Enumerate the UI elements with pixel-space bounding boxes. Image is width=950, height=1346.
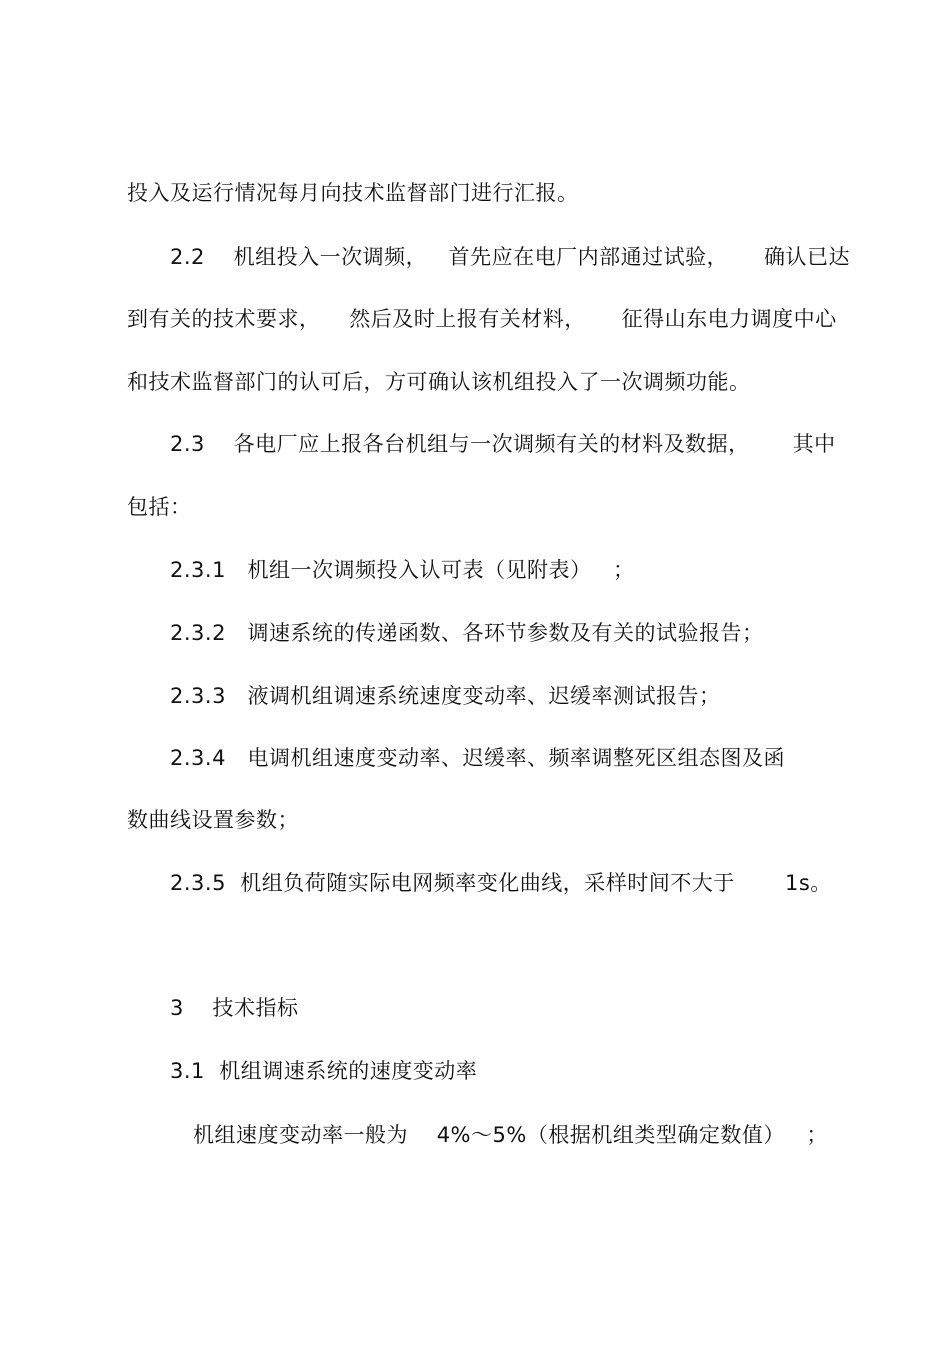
paragraph-line: 投入及运行情况每月向技术监督部门进行汇报。 [127, 181, 579, 205]
subsection-heading: 3.1 机组调速系统的速度变动率 [170, 1059, 478, 1083]
paragraph-line: 和技术监督部门的认可后，方可确认该机组投入了一次调频功能。 [127, 370, 751, 394]
paragraph-line: 2.2 机组投入一次调频， 首先应在电厂内部通过试验， 确认已达 [170, 245, 850, 269]
paragraph-line: 2.3 各电厂应上报各台机组与一次调频有关的材料及数据， 其中 [170, 432, 836, 456]
section-heading: 3 技术指标 [170, 996, 299, 1020]
list-item: 2.3.2 调速系统的传递函数、各环节参数及有关的试验报告； [170, 621, 764, 645]
paragraph-line: 数曲线设置参数； [127, 808, 299, 832]
paragraph-line: 到有关的技术要求， 然后及时上报有关材料， 征得山东电力调度中心 [127, 307, 837, 331]
paragraph-line: 机组速度变动率一般为 4%～5%（根据机组类型确定数值） ； [193, 1123, 828, 1147]
paragraph-line: 包括： [127, 495, 192, 519]
list-item: 2.3.5 机组负荷随实际电网频率变化曲线，采样时间不大于 1s。 [170, 871, 832, 895]
list-item: 2.3.1 机组一次调频投入认可表（见附表） ； [170, 558, 635, 582]
list-item: 2.3.3 液调机组调速系统速度变动率、迟缓率测试报告； [170, 684, 721, 708]
list-item: 2.3.4 电调机组速度变动率、迟缓率、频率调整死区组态图及函 [170, 746, 785, 770]
